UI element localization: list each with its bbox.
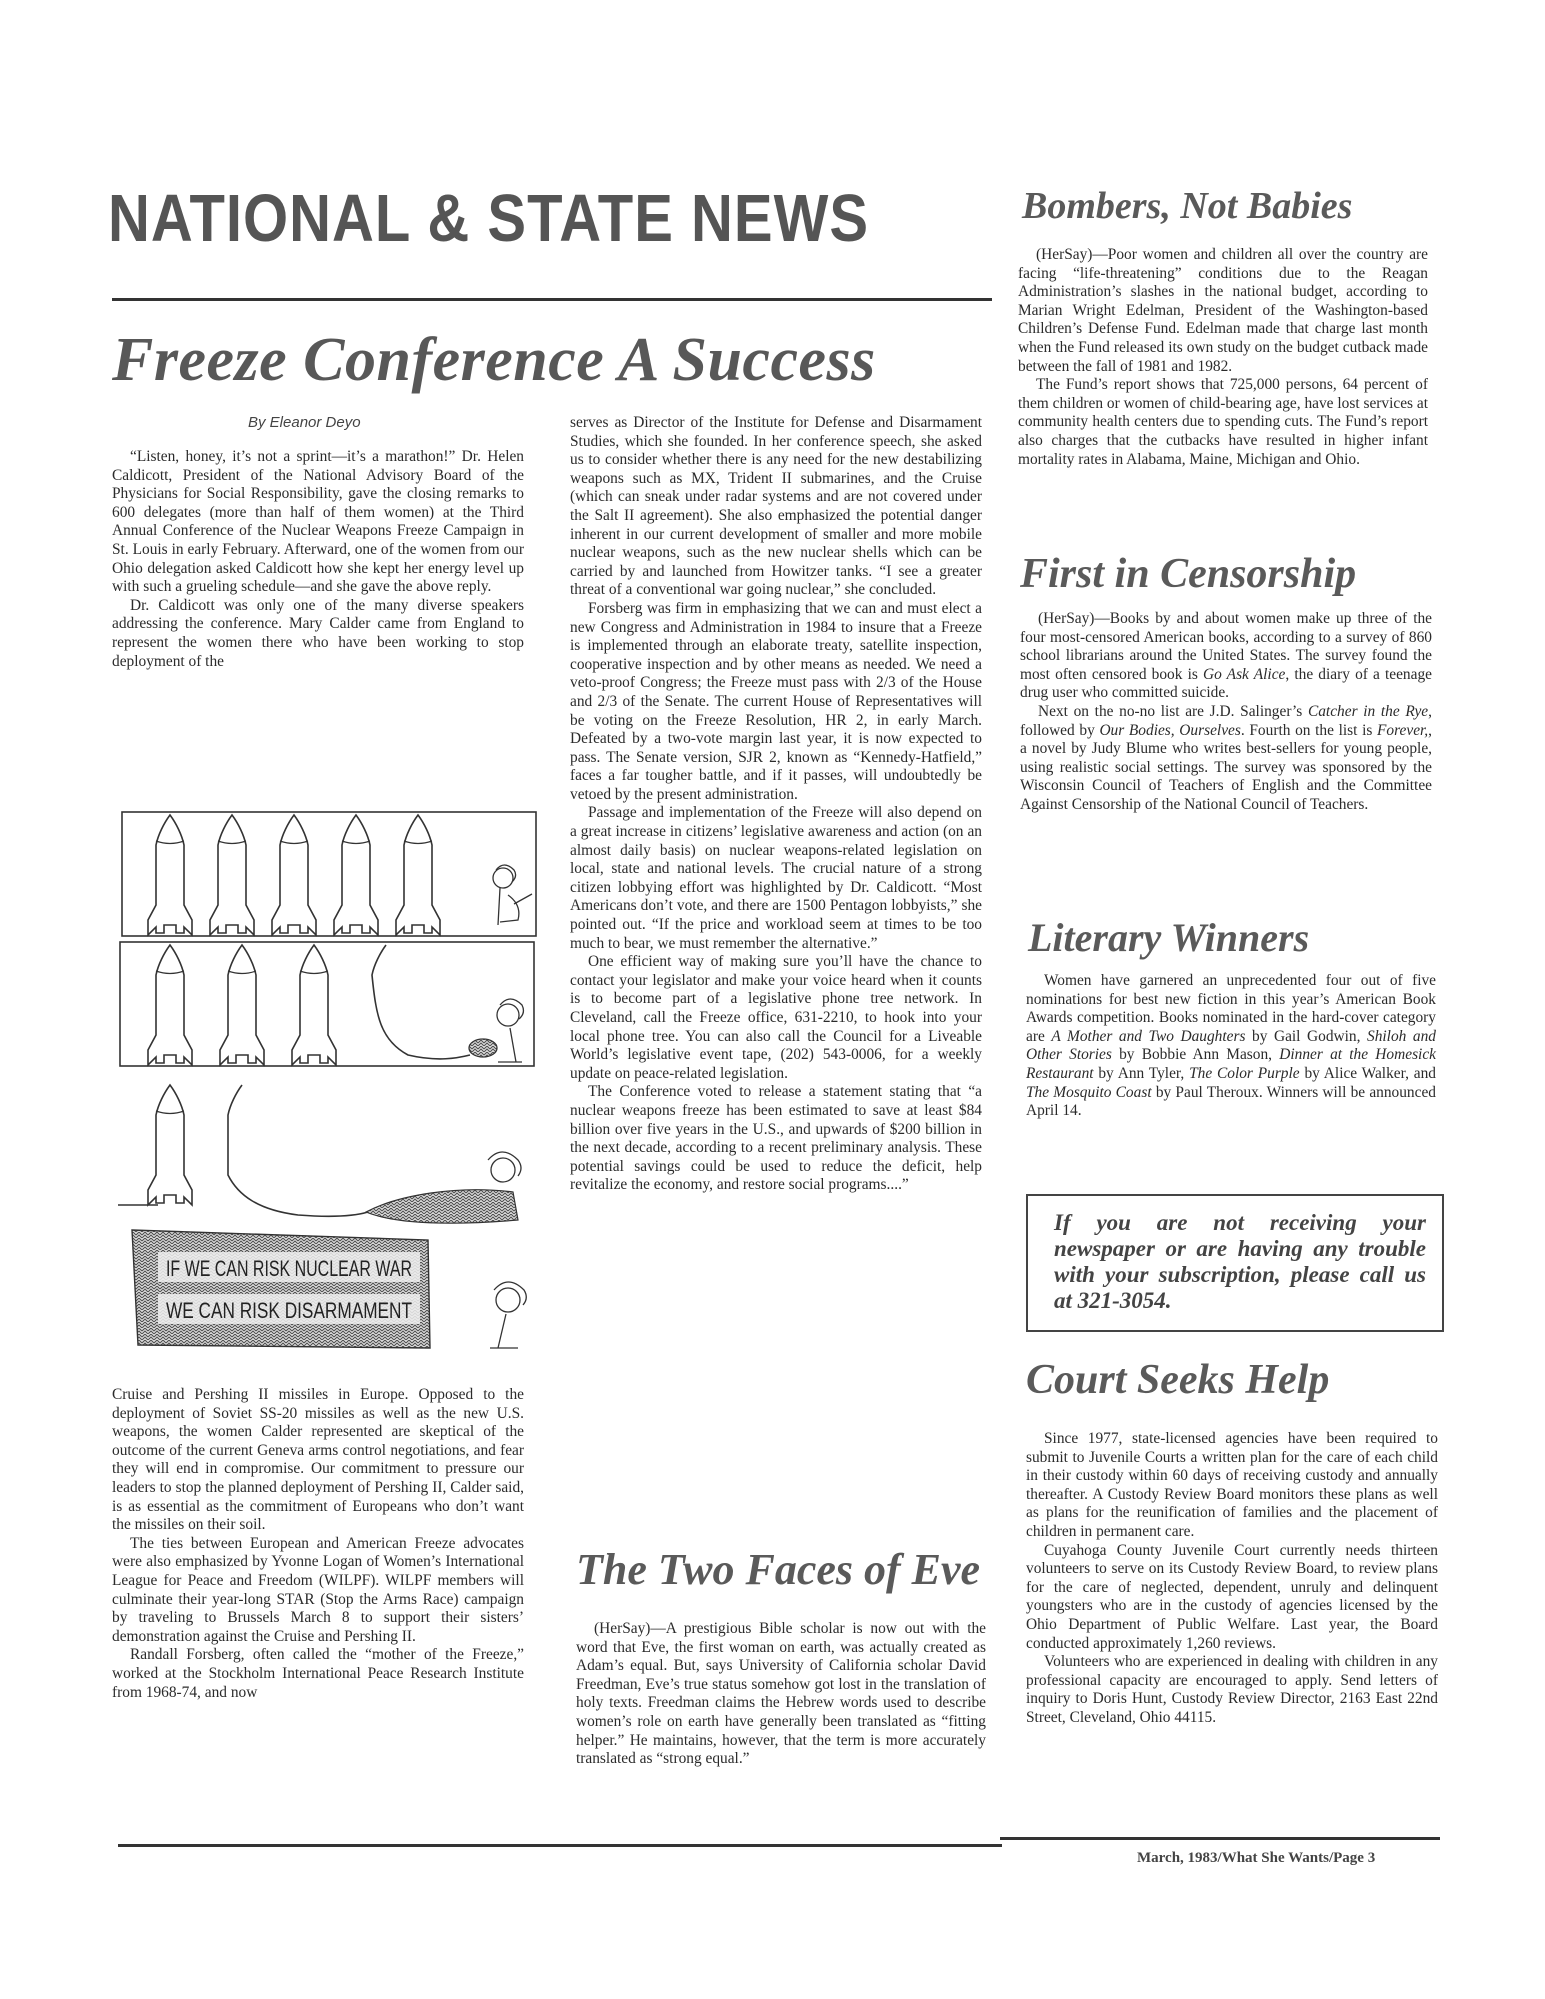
main-story-col2 bbox=[570, 414, 982, 1195]
book-title: The Mosquito Coast bbox=[1026, 1083, 1152, 1101]
missiles-knitting-cartoon bbox=[118, 800, 544, 1360]
paragraph: serves as Director of the Institute for Defense and Disarmament Studies, which she founded. In her conference speech, she asked us to consider whether there is any need for the new destabilizing weapons such as MX, Trident II submarines, and the Cruise (which can sneak under radar systems and are not covered under the Salt II agreement). She also emphasized the potential danger inherent in our current development of smaller and more mobile nuclear weapons, such as the new nuclear shells which can be carried by and launched from Howitzer tanks. “I see a greater threat of a conventional war going nuclear,” she concluded. bbox=[570, 414, 982, 599]
banner-text-line2: WE CAN RISK DISARMAMENT bbox=[166, 1298, 412, 1323]
book-title: A Mother and Two Daughters bbox=[1051, 1027, 1246, 1045]
subscription-notice-box bbox=[1026, 1194, 1444, 1332]
book-title: Dinner at the Homesick Restaurant bbox=[1026, 1046, 1436, 1082]
book-title: The Color Purple bbox=[1189, 1064, 1300, 1082]
knitting-woman-icon bbox=[469, 999, 523, 1062]
knitting-woman-icon bbox=[493, 865, 532, 925]
knitted-banner bbox=[132, 1230, 430, 1348]
knitting-woman-icon bbox=[490, 1282, 526, 1348]
book-title: Our Bodies, Ourselves bbox=[1099, 721, 1241, 739]
paragraph: (HerSay)—Books by and about women make up three of the four most-censored American books, according to a survey of 860 school librarians around the United States. The survey found the most often censored book is Go Ask Alice, the diary of a teenage drug user who committed suicide. bbox=[1020, 610, 1432, 702]
paragraph: The Fund’s report shows that 725,000 persons, 64 percent of them children or women of child-bearing age, have lost services at community health centers due to spending cuts. The Fund’s report also charges that the cutbacks have resulted in higher infant mortality rates in Alabama, Maine, Michigan and Ohio. bbox=[1018, 376, 1428, 468]
paragraph: Since 1977, state-licensed agencies have been required to submit to Juvenile Courts a written plan for the care of each child in their custody within 60 days of receiving custody and annually thereafter. A Custody Review Board monitors these plans as well as plans for the reunification of families and the placement of children in permanent care. bbox=[1026, 1430, 1438, 1540]
cartoon-illustration bbox=[118, 800, 544, 1360]
paragraph: Next on the no-no list are J.D. Salinger’s Catcher in the Rye, followed by Our Bodies, Ourselves. Fourth on the list is Forever,, a novel by Judy Blume who writes best-sellers for young people, using realistic social settings. The survey was sponsored by the Wisconsin Council of Teachers of English and the Committee Against Censorship of the National Council of Teachers. bbox=[1020, 702, 1433, 813]
missile-icon bbox=[148, 945, 192, 1065]
paragraph: Passage and implementation of the Freeze will also depend on a great increase in citizens’ legislative awareness and action (on an almost daily basis) on nuclear weapons-related legislation on local, state and national levels. The crucial nature of a strong citizen lobbying effort was highlighted by Dr. Caldicott. “Most Americans don’t vote, and there are 1500 Pentagon lobbyists,” she pointed out. “If the price and workload seem at times to be too much to bear, we must remember the alternative.” bbox=[570, 804, 982, 952]
censorship-headline: First in Censorship bbox=[1020, 551, 1357, 597]
unraveling-missile bbox=[372, 945, 470, 1059]
literary-story bbox=[1026, 972, 1436, 1121]
paragraph: Volunteers who are experienced in dealing with children in any professional capacity are encouraged to apply. Send letters of inquiry to Doris Hunt, Custody Review Director, 2163 East 22nd Street, Cleveland, Ohio 44115. bbox=[1026, 1653, 1438, 1726]
paragraph: Women have garnered an unprecedented four out of five nominations for best new fiction in this year’s American Book Awards competition. Books nominated in the hard-cover category are A Mother and Two Daughters by Gail Godwin, Shiloh and Other Stories by Bobbie Ann Mason, Dinner at the Homesick Restaurant by Ann Tyler, The Color Purple by Alice Walker, and The Mosquito Coast by Paul Theroux. Winners will be announced April 14. bbox=[1026, 972, 1436, 1120]
missile-icon bbox=[220, 945, 264, 1065]
paragraph: “Listen, honey, it’s not a sprint—it’s a marathon!” Dr. Helen Caldicott, President of the National Advisory Board of the Physicians for Social Responsibility, gave the closing remarks to 600 delegates (more than half of them women) at the Third Annual Conference of the Nuclear Weapons Freeze Campaign in St. Louis in early February. Afterward, one of the women from our Ohio delegation asked Caldicott how she kept her energy level up with such a grueling schedule—and she gave the above reply. bbox=[112, 448, 524, 596]
main-story-col1-bottom bbox=[112, 1386, 524, 1702]
paragraph: (HerSay)—Poor women and children all over the country are facing “life-threatening” conditions due to the Reagan Administration’s slashes in the national budget, according to Marian Wright Edelman, President of the Washington-based Children’s Defense Fund. Edelman made that charge last month when the Fund released its own study on the budget cutback made between the fall of 1981 and 1982. bbox=[1018, 246, 1428, 375]
bottom-rule-right bbox=[1000, 1837, 1440, 1840]
main-story-col1-top bbox=[112, 448, 524, 671]
bombers-headline: Bombers, Not Babies bbox=[1022, 185, 1353, 227]
book-title: Shiloh and Other Stories bbox=[1026, 1027, 1436, 1064]
missile-icon bbox=[396, 815, 440, 935]
paragraph: Randall Forsberg, often called the “mother of the Freeze,” worked at the Stockholm International Peace Research Institute from 1968-74, and now bbox=[112, 1646, 524, 1701]
paragraph: Dr. Caldicott was only one of the many diverse speakers addressing the conference. Mary Calder came from England to represent the women there who have been working to stop deployment of the bbox=[112, 596, 524, 670]
byline: By Eleanor Deyo bbox=[248, 414, 361, 431]
literary-headline: Literary Winners bbox=[1028, 915, 1310, 960]
book-title: Catcher in the Rye bbox=[1307, 702, 1429, 720]
banner-text-line1: IF WE CAN RISK NUCLEAR WAR bbox=[166, 1256, 412, 1281]
section-masthead: NATIONAL & STATE NEWS bbox=[108, 181, 870, 256]
eve-story bbox=[576, 1620, 986, 1769]
book-title: Go Ask Alice bbox=[1203, 665, 1286, 683]
paragraph: Cruise and Pershing II missiles in Europe. Opposed to the deployment of Soviet SS-20 missiles as well as the new U.S. weapons, the women Calder represented are skeptical of the outcome of the current Geneva arms control negotiations, and fear they will end in compromise. Our commitment to pressure our leaders to stop the planned deployment of Pershing II, Calder said, is as essential as the commitment of Europeans who don’t want the missiles on their soil. bbox=[112, 1386, 524, 1534]
eve-headline: The Two Faces of Eve bbox=[576, 1545, 981, 1594]
paragraph: Cuyahoga County Juvenile Court currently needs thirteen volunteers to serve on its Custody Review Board, to review plans for the care of neglected, dependent, unruly and delinquent youngsters who are in the custody of agencies licensed by the Ohio Department of Public Welfare. Last year, the Board conducted approximately 1,260 reviews. bbox=[1026, 1541, 1438, 1652]
paragraph: The Conference voted to release a statement stating that “a nuclear weapons freeze has been estimated to save at least $84 billion over five years in the U.S., and upwards of $200 billion in the next decade, according to a recent preliminary analysis. These potential savings could be used to reduce the deficit, help revitalize the economy, and restore social programs....” bbox=[570, 1083, 982, 1194]
unraveling-missile bbox=[228, 1085, 368, 1216]
missile-icon bbox=[334, 815, 378, 935]
main-headline: Freeze Conference A Success bbox=[112, 326, 876, 394]
subscription-notice-text: If you are not receiving your newspaper or are having any trouble with your subscription, please call us at 321-3054. bbox=[1054, 1210, 1426, 1313]
masthead-rule bbox=[112, 298, 992, 301]
knitted-blanket bbox=[366, 1190, 518, 1223]
book-title: Forever, bbox=[1377, 721, 1429, 739]
page-footer: March, 1983/What She Wants/Page 3 bbox=[1137, 1850, 1376, 1866]
missile-icon bbox=[272, 815, 316, 935]
missile-icon bbox=[210, 815, 254, 935]
censorship-story bbox=[1020, 610, 1432, 815]
missile-icon bbox=[148, 815, 192, 935]
court-story bbox=[1026, 1430, 1438, 1728]
knitting-woman-icon bbox=[488, 1152, 521, 1182]
bottom-rule-left bbox=[118, 1844, 1002, 1847]
paragraph: Forsberg was firm in emphasizing that we can and must elect a new Congress and Administration in 1984 to insure that a Freeze is implemented through an elaborate treaty, satellite inspection, cooperative inspection and by other means as needed. We need a veto-proof Congress; the Freeze must pass with 2/3 of the House and 2/3 of the Senate. The current House of Representatives will be voting on the Freeze Resolution, HR 2, in early March. Defeated by a two-vote margin last year, it is now expected to pass. The Senate version, SJR 2, known as “Kennedy-Hatfield,” faces a far tougher battle, and if it passes, will undoubtedly be vetoed by the present administration. bbox=[570, 599, 982, 803]
court-headline: Court Seeks Help bbox=[1026, 1357, 1330, 1403]
missile-icon bbox=[148, 1085, 192, 1205]
paragraph: (HerSay)—A prestigious Bible scholar is now out with the word that Eve, the first woman on earth, was actually created as Adam’s equal. But, says University of California scholar David Freedman, Eve’s true status somehow got lost in the translation of holy texts. Freedman claims the Hebrew words used to describe women’s role on earth have generally been translated as “fitting helper.” He maintains, however, that the term is more accurately translated as “strong equal.” bbox=[576, 1620, 986, 1768]
paragraph: One efficient way of making sure you’ll have the chance to contact your legislator and make your voice heard when it counts is to become part of a legislative phone tree network. In Cleveland, call the Freeze office, 631-2210, to hook into your local phone tree. You can also call the Council for a Liveable World’s legislative event tape, (202) 543-0006, for a weekly update on peace-related legislation. bbox=[570, 953, 982, 1082]
bombers-story bbox=[1018, 246, 1428, 469]
missile-icon bbox=[292, 945, 336, 1065]
paragraph: The ties between European and American Freeze advocates were also emphasized by Yvonne Logan of Women’s International League for Peace and Freedom (WILPF). WILPF members will culminate their year-long STAR (Stop the Arms Race) campaign by traveling to Brussels March 8 to support their sisters’ demonstration against the Cruise and Pershing II. bbox=[112, 1534, 524, 1645]
